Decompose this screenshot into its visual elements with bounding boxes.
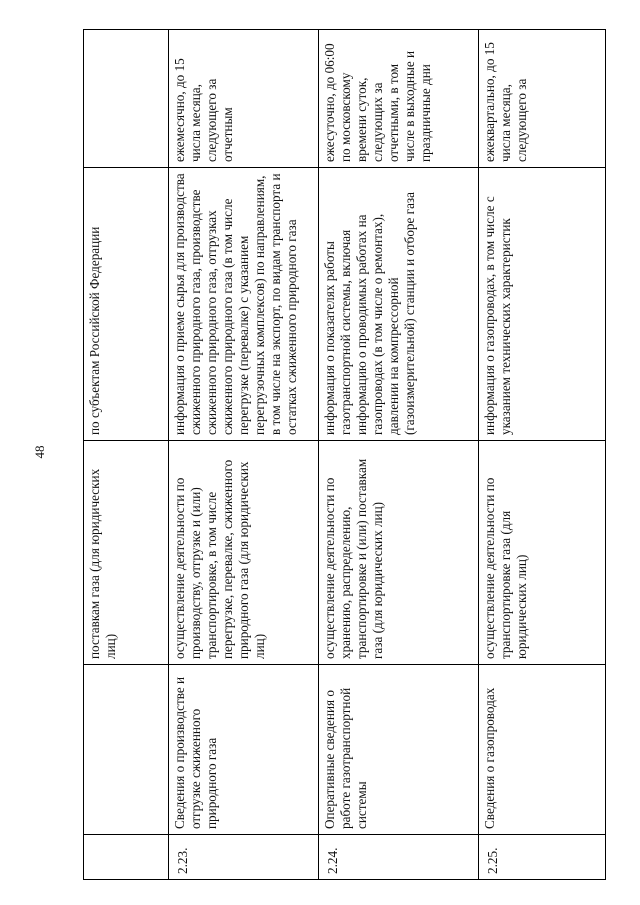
table-row — [319, 30, 479, 880]
table-row — [169, 30, 319, 880]
row-period — [84, 30, 169, 168]
row-info: информация о приеме сырья для производства сжиженного природного газа, производстве сжиженного природного газа, отгрузках сжиженного природного газа (в том числе перегрузке (перевалке) с указанием перегрузочных комплексов) по направлениям, в том числе на экспорт, по видам транспорта и остатках сжиженного природного газа — [169, 168, 319, 441]
row-number — [84, 835, 169, 880]
row-name: Сведения о газопроводах — [479, 665, 606, 835]
document-table-container — [83, 30, 605, 880]
row-subject: осуществление деятельности по хранению, распределению, транспортировке и (или) поставкам газа (для юридических лиц) — [319, 441, 479, 665]
document-table — [83, 29, 606, 880]
row-number: 2.24. — [319, 835, 479, 880]
row-info: информация о показателях работы газотранспортной системы, включая информацию о проводимых работах на газопроводах (в том числе о ремонтах), давлении на компрессорной (газоизмерительной) станции и отборе газа — [319, 168, 479, 441]
row-info: по субъектам Российской Федерации — [84, 168, 169, 441]
row-name: Оперативные сведения о работе газотранспортной системы — [319, 665, 479, 835]
page-number: 48 — [32, 445, 47, 459]
row-subject: осуществление деятельности по производству, отгрузке и (или) транспортировке, в том числе перегрузке, перевалке, сжиженного природного газа (для юридических лиц) — [169, 441, 319, 665]
row-subject: осуществление деятельности по транспортировке газа (для юридических лиц) — [479, 441, 606, 665]
row-info: информация о газопроводах, в том числе с указанием технических характеристик — [479, 168, 606, 441]
row-period: ежемесячно, до 15 числа месяца, следующего за отчетным — [169, 30, 319, 168]
row-number: 2.23. — [169, 835, 319, 880]
row-name: Сведения о производстве и отгрузке сжиженного природного газа — [169, 665, 319, 835]
row-period: ежеквартально, до 15 числа месяца, следующего за — [479, 30, 606, 168]
table-row — [84, 30, 169, 880]
row-period: ежесуточно, до 06:00 по московскому времени суток, следующих за отчетными, в том числе в выходные и праздничные дни — [319, 30, 479, 168]
row-name — [84, 665, 169, 835]
table-row — [479, 30, 606, 880]
row-subject: поставкам газа (для юридических лиц) — [84, 441, 169, 665]
row-number: 2.25. — [479, 835, 606, 880]
